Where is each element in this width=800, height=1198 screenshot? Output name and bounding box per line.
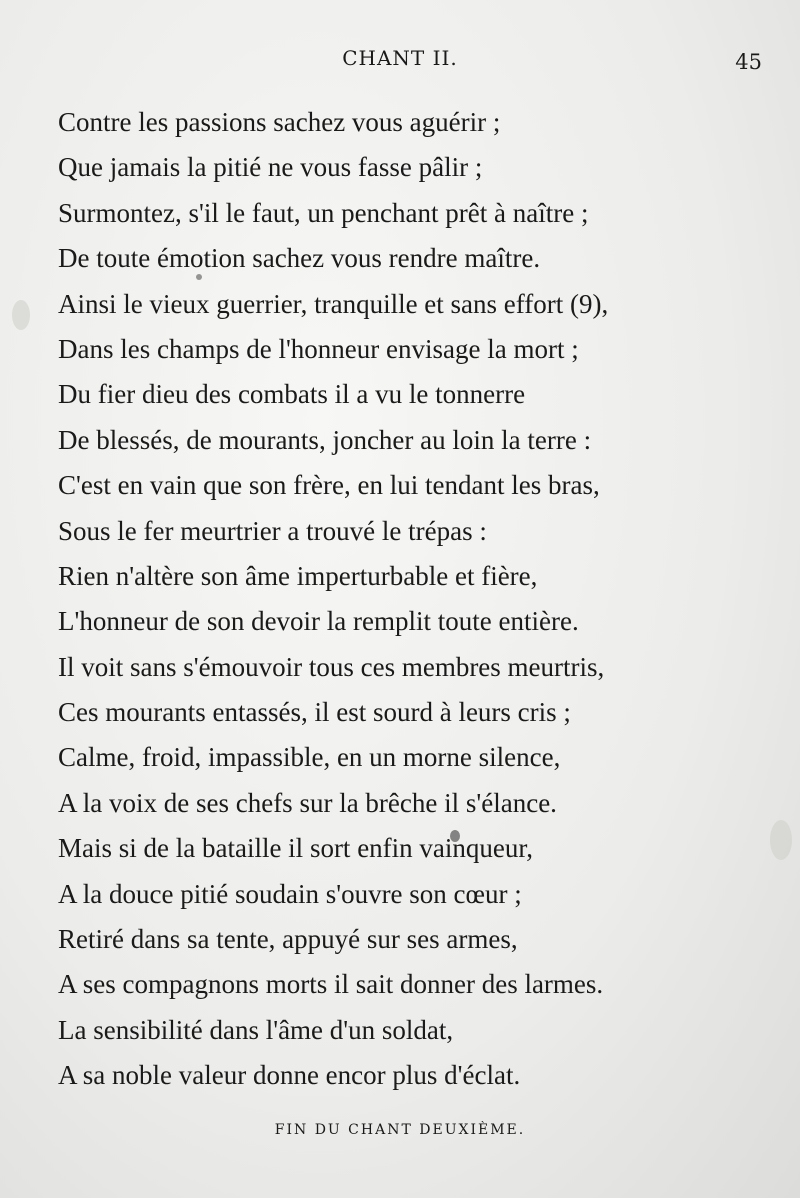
chapter-title: CHANT II. <box>342 46 458 70</box>
poem-line: C'est en vain que son frère, en lui tendant les bras, <box>58 470 600 501</box>
page-number: 45 <box>735 50 762 74</box>
poem-line: Surmontez, s'il le faut, un penchant prêt à naître ; <box>58 197 589 228</box>
poem-line: Il voit sans s'émouvoir tous ces membres meurtris, <box>58 651 605 682</box>
paper-stain <box>12 300 30 330</box>
poem-line: La sensibilité dans l'âme d'un soldat, <box>58 1014 454 1045</box>
poem-line: De toute émotion sachez vous rendre maître. <box>58 243 541 274</box>
poem-line: A la douce pitié soudain s'ouvre son cœur ; <box>58 878 522 909</box>
poem-line: Sous le fer meurtrier a trouvé le trépas : <box>58 515 487 546</box>
running-head <box>0 44 800 78</box>
poem-line: Contre les passions sachez vous aguérir ; <box>58 107 501 137</box>
poem-line: Mais si de la bataille il sort enfin vainqueur, <box>58 833 534 864</box>
poem-line: De blessés, de mourants, joncher au loin la terre : <box>58 424 592 455</box>
poem-line: Ces mourants entassés, il est sourd à leurs cris ; <box>58 697 571 728</box>
chapter-end-note: FIN DU CHANT DEUXIÈME. <box>274 1122 526 1138</box>
poem-line: Ainsi le vieux guerrier, tranquille et sans effort (9), <box>58 288 609 319</box>
poem-line: Du fier dieu des combats il a vu le tonnerre <box>58 379 526 410</box>
poem-line: Calme, froid, impassible, en un morne silence, <box>58 742 561 773</box>
poem-line: Retiré dans sa tente, appuyé sur ses armes, <box>58 924 518 955</box>
poem-line: A la voix de ses chefs sur la brêche il s'élance. <box>58 787 557 818</box>
poem-line: Que jamais la pitié ne vous fasse pâlir ; <box>58 152 483 183</box>
poem-stanza <box>58 100 778 1099</box>
poem-line: Dans les champs de l'honneur envisage la mort ; <box>58 333 579 364</box>
poem-line: L'honneur de son devoir la remplit toute entière. <box>58 606 579 637</box>
poem-line: A sa noble valeur donne encor plus d'éclat. <box>58 1060 521 1091</box>
poem-line: A ses compagnons morts il sait donner des larmes. <box>58 969 604 1000</box>
poem-line: Rien n'altère son âme imperturbable et fière, <box>58 560 538 591</box>
